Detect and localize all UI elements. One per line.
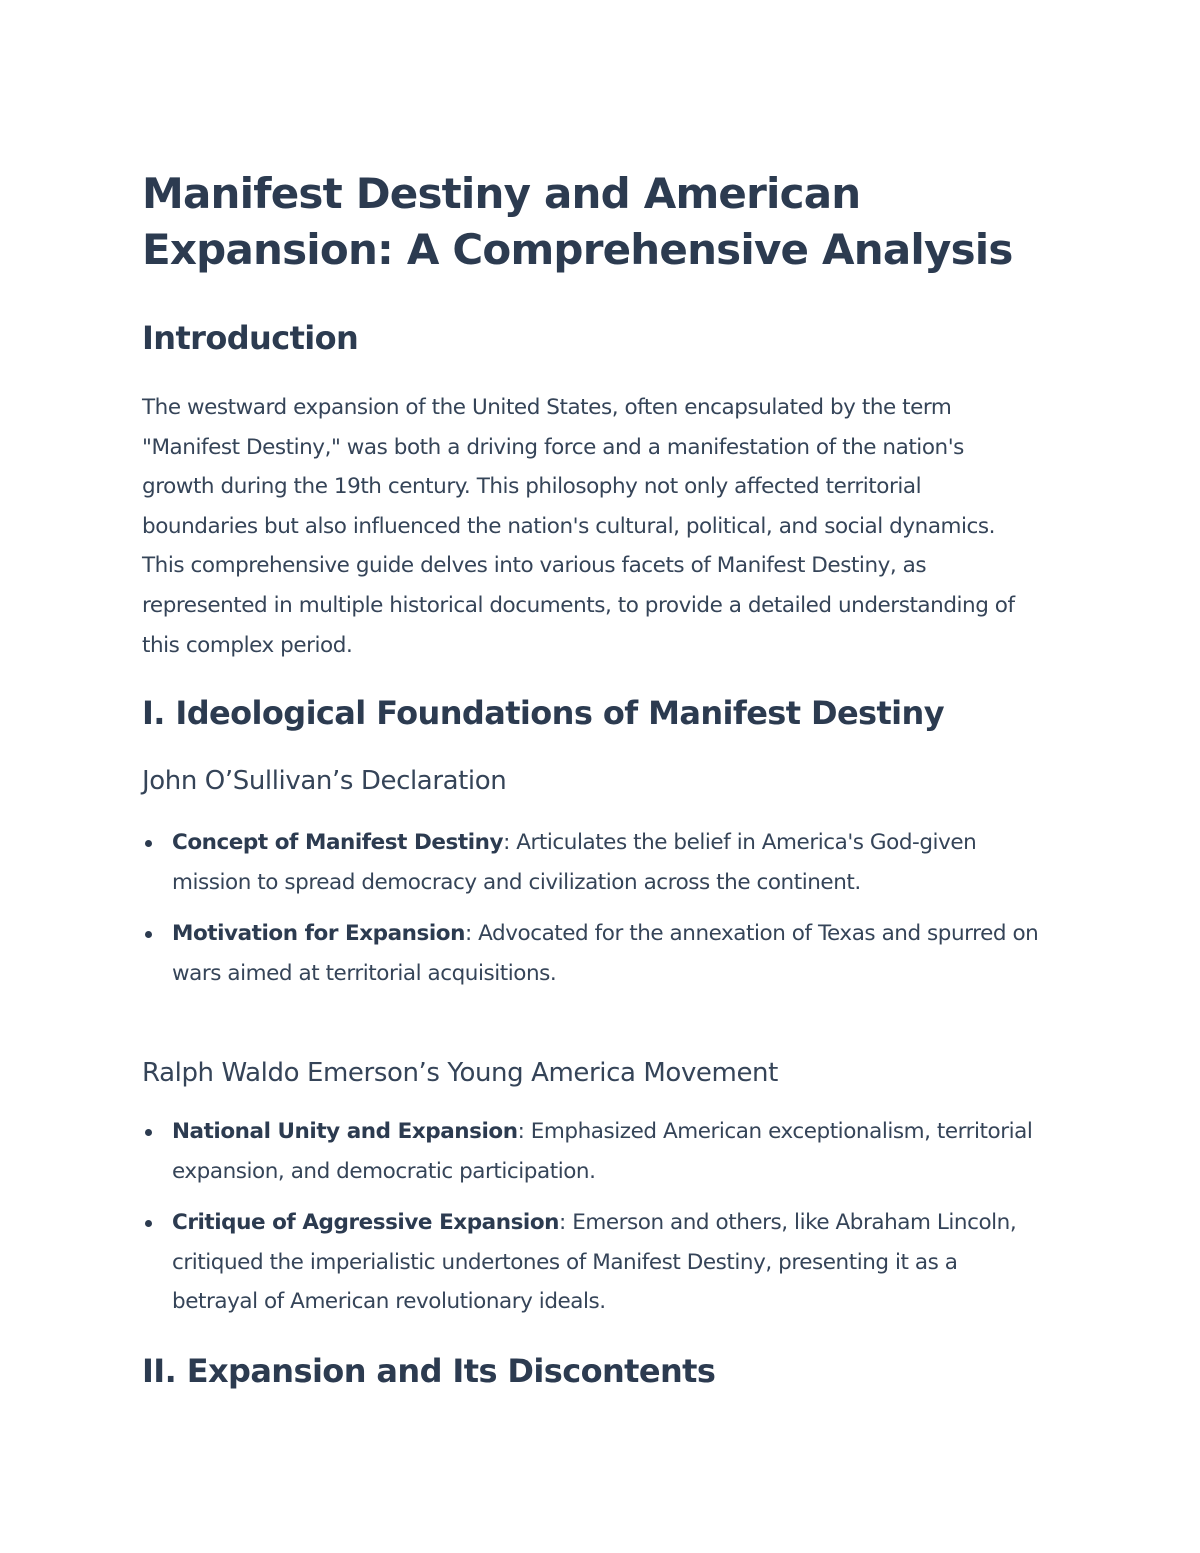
list-item-term: Motivation for Expansion xyxy=(172,921,465,947)
subsection-osullivan-heading: John O’Sullivan’s Declaration xyxy=(142,766,507,796)
emerson-list xyxy=(142,1112,1042,1334)
introduction-heading: Introduction xyxy=(142,319,359,357)
introduction-paragraph: The westward expansion of the United States, often encapsulated by the term "Manifest Destiny," was both a driving force and a manifestation of the nation's growth during the 19th century. This philosophy not only affected territorial boundaries but also influenced the nation's cultural, political, and social dynamics. This comprehensive guide delves into various facets of Manifest Destiny, as represented in multiple historical documents, to provide a detailed understanding of this complex period. xyxy=(142,395,1015,658)
list-item-text: : Emerson and others, like Abraham Lincoln, critiqued the imperialistic undertones of Manifest Destiny, presenting it as a betrayal of American revolutionary ideals. xyxy=(172,1210,1017,1315)
document-title: Manifest Destiny and American Expansion: A Comprehensive Analysis xyxy=(142,169,1013,274)
list-item-text: : Advocated for the annexation of Texas and spurred on wars aimed at territorial acquisitions. xyxy=(172,921,1039,986)
list-item xyxy=(142,823,1042,902)
list-item-text: : Articulates the belief in America's God-given mission to spread democracy and civilization across the continent. xyxy=(172,830,977,895)
subsection-emerson-heading: Ralph Waldo Emerson’s Young America Movement xyxy=(142,1058,778,1088)
list-item-term: National Unity and Expansion xyxy=(172,1119,518,1144)
list-item xyxy=(142,914,1042,993)
section-2-heading: II. Expansion and Its Discontents xyxy=(142,1352,716,1390)
list-item-text: : Emphasized American exceptionalism, territorial expansion, and democratic participation. xyxy=(172,1119,1033,1184)
list-item-term: Concept of Manifest Destiny xyxy=(172,830,504,855)
list-item xyxy=(142,1112,1042,1191)
list-item-term: Critique of Aggressive Expansion xyxy=(172,1210,560,1236)
section-1-heading: I. Ideological Foundations of Manifest Destiny xyxy=(142,694,944,732)
list-item xyxy=(142,1203,1042,1322)
osullivan-list xyxy=(142,823,1042,1005)
